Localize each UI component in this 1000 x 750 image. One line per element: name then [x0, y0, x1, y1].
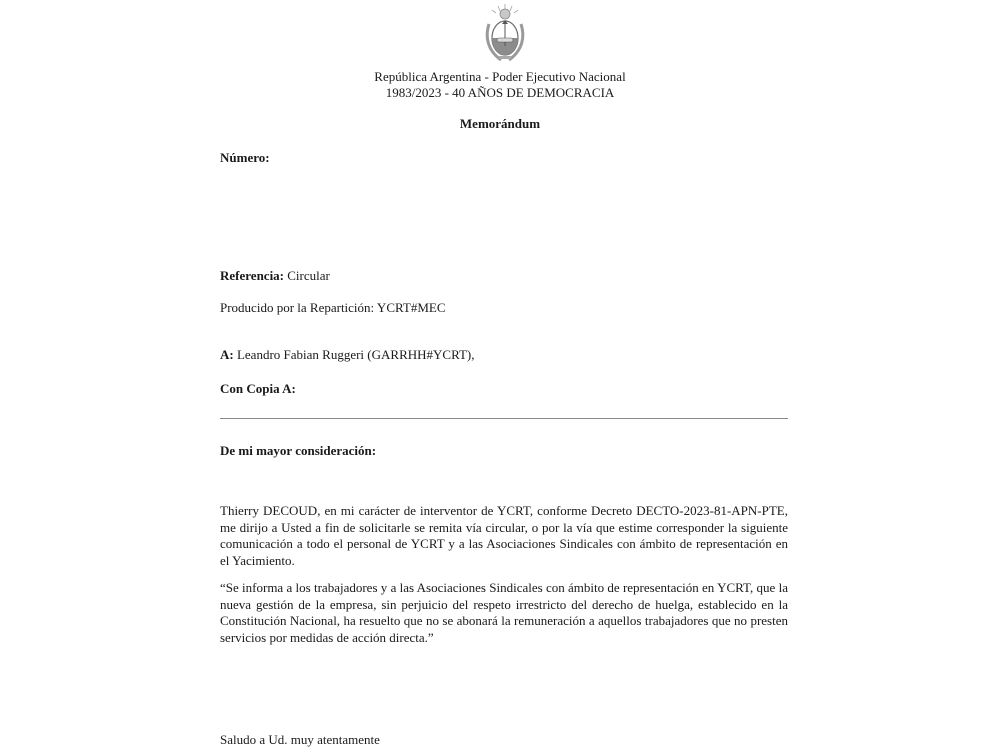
- salutation: [220, 442, 376, 459]
- header-line-1: República Argentina - Poder Ejecutivo Nacional: [374, 69, 626, 84]
- destinatario-value: Leandro Fabian Ruggeri (GARRHH#YCRT),: [236, 347, 475, 362]
- referencia-field: [220, 267, 330, 284]
- document-title: Memorándum: [459, 116, 541, 131]
- coat-of-arms-icon: [481, 2, 529, 64]
- body-paragraph-1: Thierry DECOUD, en mi carácter de interventor de YCRT, conforme Decreto DECTO-2023-81-APN-PTE, me dirijo a Usted a fin de solicitarle se remita vía circular, o por la vía que estime corresponder la siguiente comunicación a todo el personal de YCRT y a las Asociaciones Sindicales con ámbito de representación en el Yacimiento.: [220, 503, 788, 568]
- producido-field: Producido por la Repartición: YCRT#MEC: [220, 300, 446, 315]
- body-paragraph-2: “Se informa a los trabajadores y a las Asociaciones Sindicales con ámbito de representación en YCRT, que la nueva gestión de la empresa, sin perjuicio del respeto irrestricto del derecho de huelga, establecido en la Constitución Nacional, ha resuelto que no se abonará la remuneración a aquellos trabajadores que no presten servicios por medidas de acción directa.”: [220, 580, 788, 645]
- closing-line: Saludo a Ud. muy atentamente: [220, 732, 380, 747]
- copia-field: [220, 380, 296, 397]
- header-line-2: 1983/2023 - 40 AÑOS DE DEMOCRACIA: [385, 85, 615, 100]
- destinatario-label: A:: [220, 347, 234, 362]
- copia-label: Con Copia A:: [220, 381, 296, 396]
- referencia-label: Referencia:: [220, 268, 285, 283]
- destinatario-field: [220, 346, 475, 363]
- section-divider: [220, 418, 788, 419]
- referencia-value: Circular: [287, 268, 330, 283]
- salutation-text: De mi mayor consideración:: [220, 443, 377, 458]
- numero-label: Número:: [220, 150, 270, 165]
- numero-field: [220, 149, 270, 166]
